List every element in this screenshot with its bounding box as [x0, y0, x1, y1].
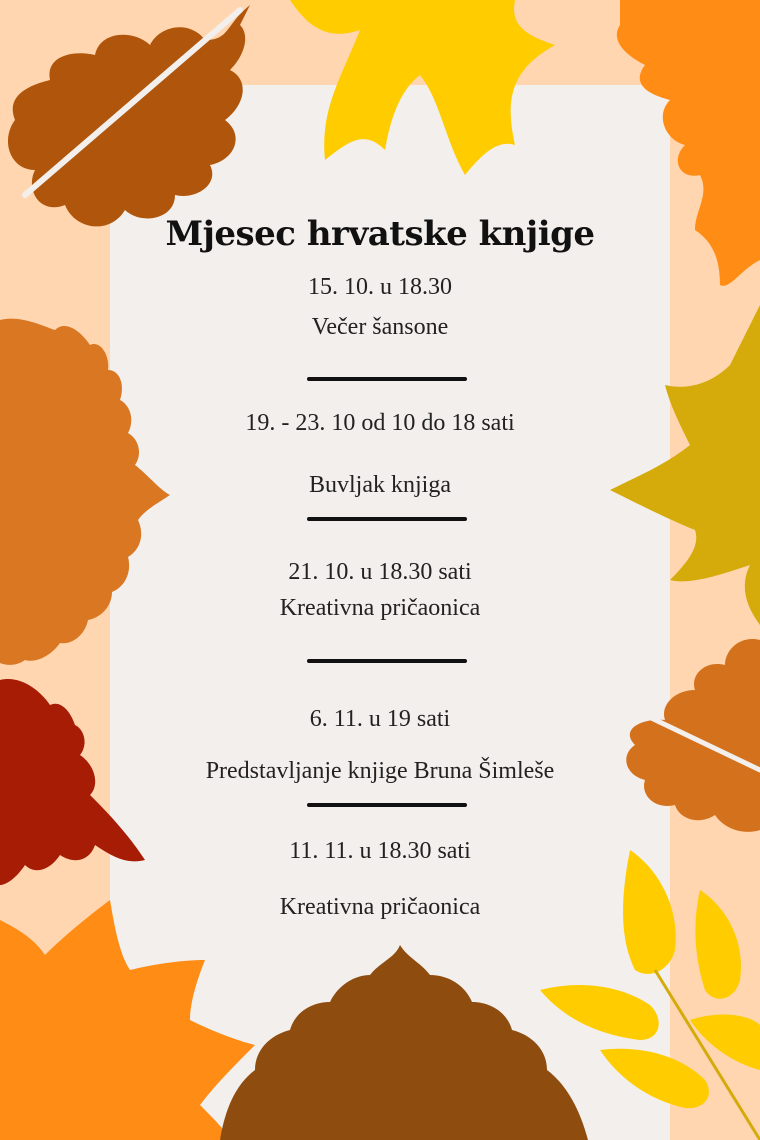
oak-leaf-icon [0, 0, 270, 250]
event-name: Buvljak knjiga [309, 472, 451, 498]
event-date: 19. - 23. 10 od 10 do 18 sati [245, 410, 515, 436]
event-name: Kreativna pričaonica [279, 894, 481, 920]
event-name: Kreativna pričaonica [279, 595, 481, 621]
event-name: Večer šansone [311, 314, 449, 340]
maple-leaf-icon [590, 0, 760, 300]
divider [307, 517, 467, 521]
event-date: 21. 10. u 18.30 sati [288, 559, 472, 585]
event-date: 11. 11. u 18.30 sati [289, 838, 471, 864]
divider [307, 659, 467, 663]
event-date: 6. 11. u 19 sati [309, 706, 451, 732]
round-leaf-icon [220, 940, 590, 1140]
divider [307, 377, 467, 381]
page-title: Mjesec hrvatske knjige [165, 214, 595, 254]
maple-leaf-icon [270, 0, 570, 200]
event-name: Predstavljanje knjige Bruna Šimleše [205, 758, 555, 784]
event-date: 15. 10. u 18.30 [308, 274, 452, 300]
divider [307, 803, 467, 807]
